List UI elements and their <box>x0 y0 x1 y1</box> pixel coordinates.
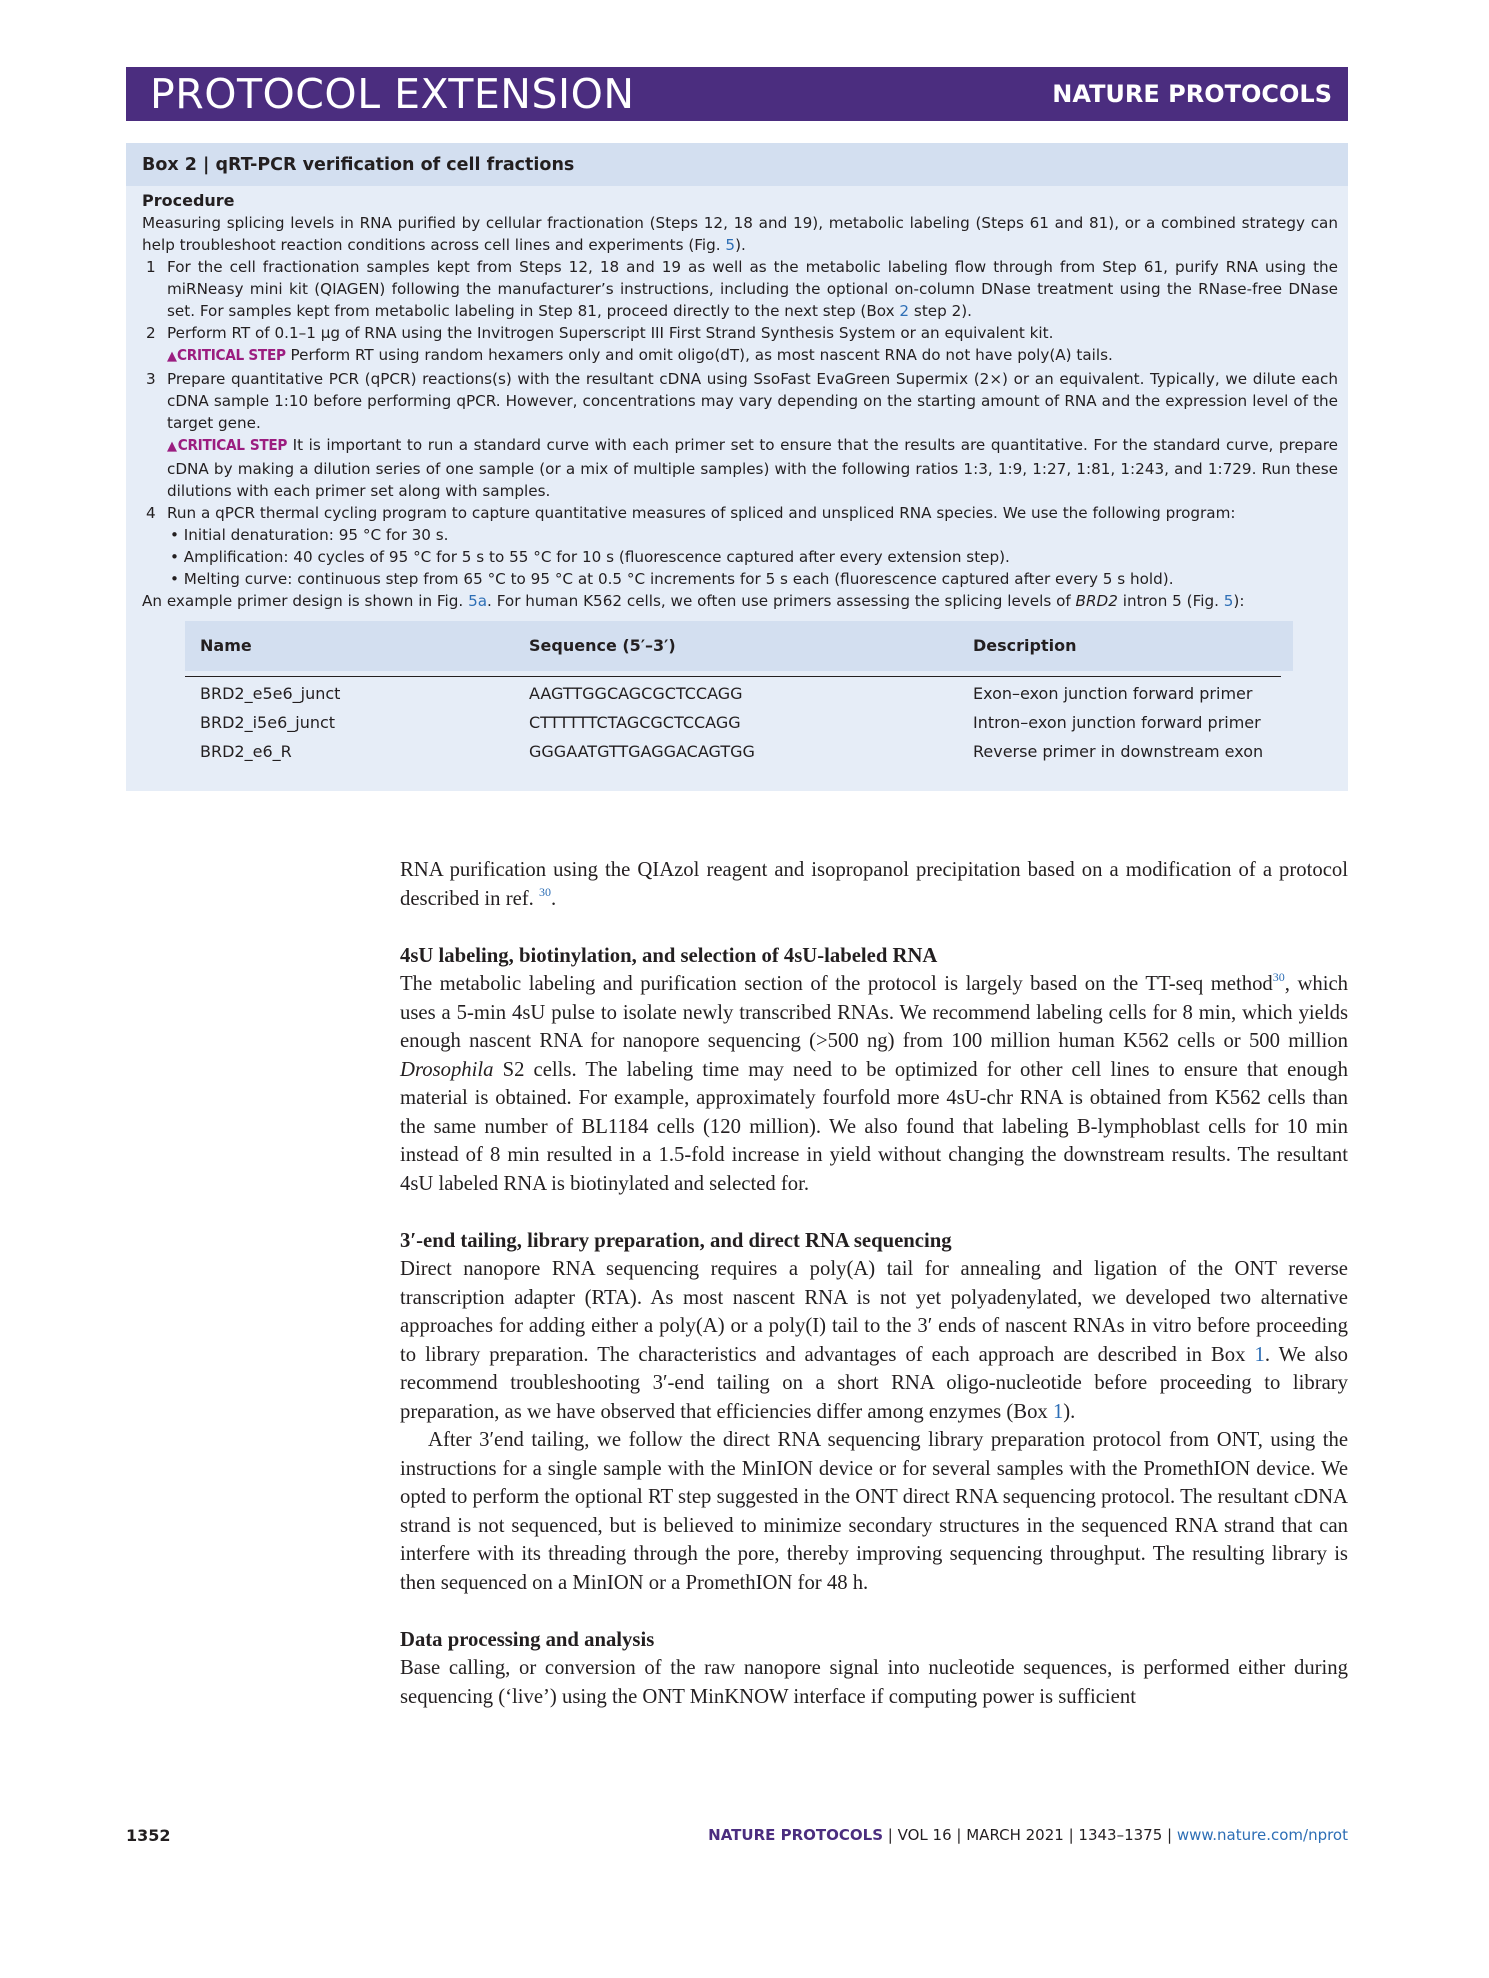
cell-name: BRD2_e5e6_junct <box>200 684 341 703</box>
separator: | <box>951 1826 967 1844</box>
bullet-item: • Melting curve: continuous step from 65 °C to 95 °C at 0.5 °C increments for 5 s each (fluorescence captured after every 5 s hold). <box>170 570 1174 588</box>
bullet-item: • Amplification: 40 cycles of 95 °C for 5 s to 55 °C for 10 s (fluorescence captured after every extension step). <box>170 548 1010 566</box>
box-2 <box>126 143 1348 791</box>
cell-sequence: CTTTTTTCTAGCGCTCCAGG <box>529 713 741 732</box>
step-text: For the cell fractionation samples kept from Steps 12, 18 and 19 as well as the metabolic labeling flow through from Step 61, purify RNA using the miRNeasy mini kit (QIAGEN) following the manufacturer’s instructions, including the optional on-column DNase treatment using the RNase-free DNase set. For samples kept from metabolic labeling in Step 81, proceed directly to the next step (Box <box>167 258 1338 320</box>
example-text: An example primer design is shown in Fig. <box>142 592 469 610</box>
journal-name: NATURE PROTOCOLS <box>1052 80 1332 108</box>
main-text <box>400 856 1348 1711</box>
step-2 <box>142 322 1338 368</box>
footer-journal: NATURE PROTOCOLS <box>708 1826 884 1844</box>
step-text: Prepare quantitative PCR (qPCR) reactions(s) with the resultant cDNA using SsoFast EvaGreen Supermix (2×) or an equivalent. Typically, we dilute each cDNA sample 1:10 before performing qPCR. However, concentrations may vary depending on the starting amount of RNA and the expression level of the target gene. <box>167 370 1338 432</box>
paragraph-text: ). <box>1063 1400 1076 1423</box>
step-number: 2 <box>146 324 156 342</box>
paragraph-text: RNA purification using the QIAzol reagent and isopropanol precipitation based on a modification of a protocol described in ref. <box>400 859 1348 910</box>
step-text: Run a qPCR thermal cycling program to capture quantitative measures of spliced and unspliced RNA species. We use the following program: <box>167 504 1236 522</box>
critical-step-label: CRITICAL STEP <box>177 346 286 364</box>
box-body <box>142 190 1338 612</box>
section-heading: Data processing and analysis <box>400 1628 655 1651</box>
step-number: 3 <box>146 370 156 388</box>
bullet-item: • Initial denaturation: 95 °C for 30 s. <box>170 526 449 544</box>
separator: | <box>1063 1826 1079 1844</box>
header-sequence: Sequence (5′–3′) <box>529 636 676 655</box>
intro-end: ). <box>735 236 746 254</box>
section-heading: 4sU labeling, biotinylation, and selection of 4sU-labeled RNA <box>400 944 938 967</box>
table-row <box>185 706 1293 735</box>
step-number: 1 <box>146 258 156 276</box>
critical-text: It is important to run a standard curve with each primer set to ensure that the results are quantitative. For the standard curve, prepare cDNA by making a dilution series of one sample (or a mix of multiple samples) with the following ratios 1:3, 1:9, 1:27, 1:81, 1:243, and 1:729. Run these dilutions with each primer set along with samples. <box>167 436 1338 500</box>
intro-text: Measuring splicing levels in RNA purified by cellular fractionation (Steps 12, 18 and 19), metabolic labeling (Steps 61 and 81), or a combined strategy can help troubleshoot reaction conditions across cell lines and experiments (Fig. <box>142 214 1338 254</box>
step-4 <box>142 502 1338 590</box>
box-title: Box 2 | qRT-PCR verification of cell fractions <box>142 155 575 175</box>
table-row <box>185 677 1293 706</box>
footer-volume: VOL 16 <box>897 1826 952 1844</box>
header-name: Name <box>200 636 252 655</box>
journal-url-link[interactable]: www.nature.com/nprot <box>1176 1826 1348 1844</box>
paragraph-text: . We also recommend troubleshooting 3′-end tailing on a short RNA oligo-nucleotide before proceeding to library preparation, as we have observed that efficiencies differ among enzymes (Box <box>400 1343 1348 1423</box>
cell-sequence: AAGTTGGCAGCGCTCCAGG <box>529 684 743 703</box>
paragraph: Base calling, or conversion of the raw nanopore signal into nucleotide sequences, is performed either during sequencing (‘live’) using the ONT MinKNOW interface if computing power is sufficient <box>400 1657 1348 1708</box>
fig-5a-link[interactable]: 5a <box>468 592 488 610</box>
paragraph: After 3′end tailing, we follow the direct RNA sequencing library preparation protocol from ONT, using the instructions for a single sample with the MinION device or for several samples with the PromethION device. We opted to perform the optional RT step suggested in the ONT direct RNA sequencing protocol. The resultant cDNA strand is not sequenced, but is believed to minimize secondary structures in the sequenced RNA strand that can interfere with its threading through the pore, thereby improving sequencing throughput. The resulting library is then sequenced on a MinION or a PromethION for 48 h. <box>400 1429 1348 1594</box>
procedure-heading: Procedure <box>142 191 235 210</box>
box-2-link[interactable]: 2 <box>899 302 910 320</box>
footer-citation <box>708 1826 1348 1844</box>
example-paragraph <box>142 590 1338 612</box>
step-number: 4 <box>146 504 156 522</box>
paragraph-text: The metabolic labeling and purification section of the protocol is largely based on the TT-seq method <box>400 973 1273 995</box>
paragraph <box>400 1255 1348 1426</box>
paragraph-text: S2 cells. The labeling time may need to be optimized for other cell lines to ensure that enough material is obtained. For example, approximately fourfold more 4sU-chr RNA is obtained from K562 cells than the same number of BL1184 cells (120 million). We also found that labeling B-lymphoblast cells for 10 min instead of 8 min resulted in a 1.5-fold increase in yield without changing the downstream results. The resultant 4sU labeled RNA is biotinylated and selected for. <box>400 1058 1348 1195</box>
table-row <box>185 735 1293 764</box>
cell-description: Exon–exon junction forward primer <box>973 684 1253 703</box>
critical-triangle-icon: ▲ <box>167 439 178 454</box>
step-3 <box>142 368 1338 502</box>
separator: | <box>1162 1826 1177 1844</box>
table-header <box>185 621 1293 671</box>
cell-description: Reverse primer in downstream exon <box>973 742 1264 761</box>
footer-pages: 1343–1375 <box>1078 1826 1163 1844</box>
header-banner <box>126 67 1348 121</box>
footer-date: MARCH 2021 <box>966 1826 1064 1844</box>
box-1-link[interactable]: 1 <box>1052 1400 1064 1423</box>
cell-description: Intron–exon junction forward primer <box>973 713 1261 732</box>
step-text: Perform RT of 0.1–1 μg of RNA using the Invitrogen Superscript III First Strand Synthesis System or an equivalent kit. <box>167 324 1054 342</box>
procedure-intro <box>142 212 1338 256</box>
header-description: Description <box>973 636 1077 655</box>
reference-link[interactable]: 30 <box>1272 970 1285 984</box>
paragraph <box>400 856 1348 913</box>
page-number: 1352 <box>126 1826 171 1845</box>
step-1 <box>142 256 1338 322</box>
reference-link[interactable]: 30 <box>539 884 552 899</box>
separator: | <box>883 1826 898 1844</box>
gene-name: BRD2 <box>1075 592 1118 610</box>
paragraph-text: , which uses a 5-min 4sU pulse to isolate newly transcribed RNAs. We recommend labeling cells for 8 min, which yields enough nascent RNA for nanopore sequencing (>500 ng) from 100 million human K562 cells or 500 million <box>400 973 1348 1052</box>
cell-name: BRD2_e6_R <box>200 742 292 761</box>
fig-5-link[interactable]: 5 <box>1223 592 1234 610</box>
paragraph <box>400 970 1348 1198</box>
cell-sequence: GGGAATGTTGAGGACAGTGG <box>529 742 755 761</box>
example-text: intron 5 (Fig. <box>1117 592 1224 610</box>
species-name: Drosophila <box>400 1058 494 1081</box>
critical-text: Perform RT using random hexamers only and omit oligo(dT), as most nascent RNA do not have poly(A) tails. <box>285 346 1113 364</box>
paragraph-text: . <box>551 887 557 910</box>
critical-step-label: CRITICAL STEP <box>177 436 288 454</box>
fig-5-link[interactable]: 5 <box>725 236 736 254</box>
step-text-end: step 2). <box>909 302 973 320</box>
critical-triangle-icon: ▲ <box>167 349 177 364</box>
example-text: ): <box>1233 592 1245 610</box>
section-label: PROTOCOL EXTENSION <box>150 70 635 118</box>
box-title-bar <box>126 143 1348 186</box>
primer-table <box>185 621 1293 764</box>
example-text: . For human K562 cells, we often use primers assessing the splicing levels of <box>487 592 1076 610</box>
section-heading: 3′-end tailing, library preparation, and direct RNA sequencing <box>400 1229 952 1252</box>
cell-name: BRD2_i5e6_junct <box>200 713 336 732</box>
paragraph-text: Direct nanopore RNA sequencing requires a poly(A) tail for annealing and ligation of the ONT reverse transcription adapter (RTA). As most nascent RNA is not yet polyadenylated, we developed two alternative approaches for adding either a poly(A) or a poly(I) tail to the 3′ ends of nascent RNAs in vitro before proceeding to library preparation. The characteristics and advantages of each approach are described in Box <box>400 1258 1348 1366</box>
box-1-link[interactable]: 1 <box>1254 1343 1265 1366</box>
